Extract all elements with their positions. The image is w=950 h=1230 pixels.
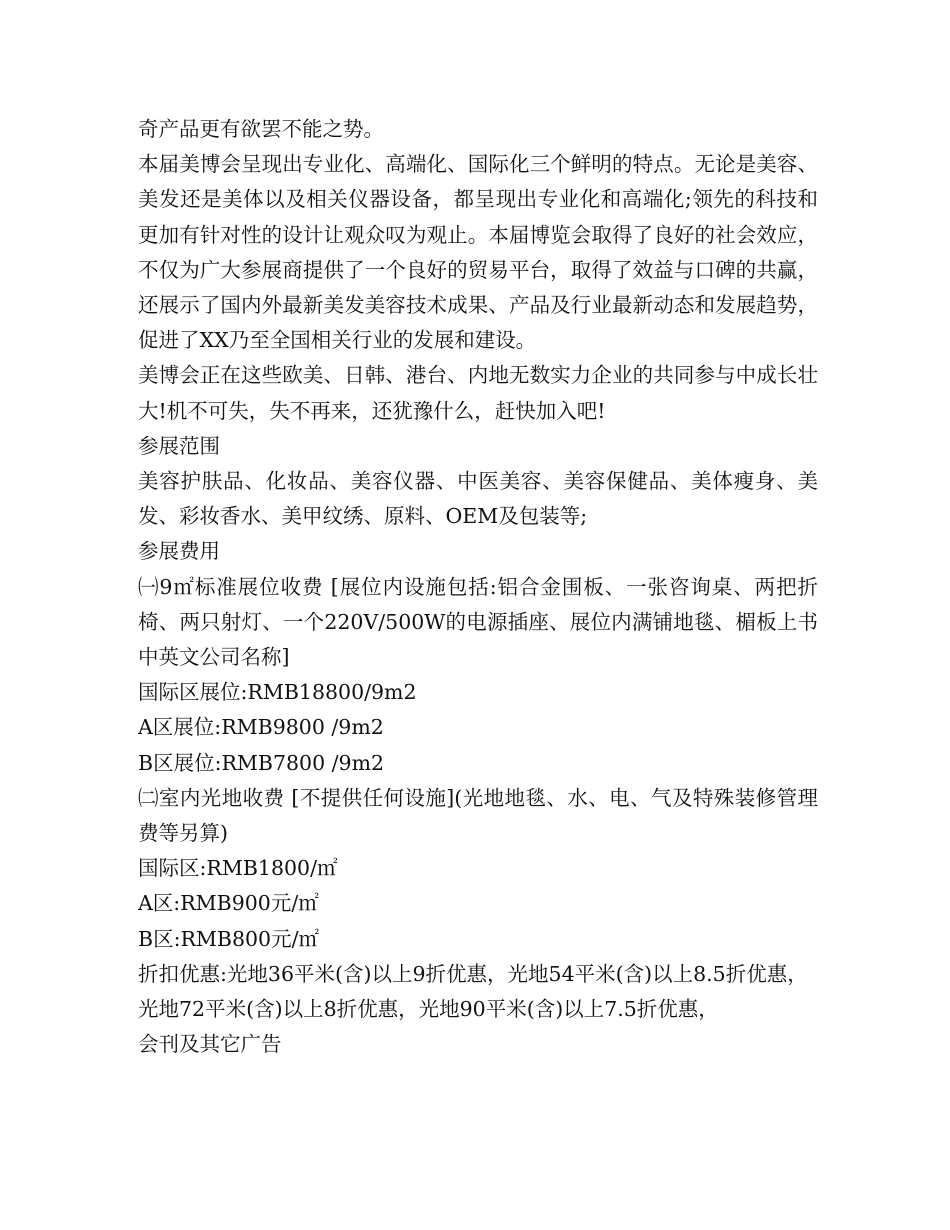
price-b-zone-space: B区:RMB800元/㎡ bbox=[138, 926, 319, 951]
document-body bbox=[138, 112, 818, 1062]
paragraph-standard-booth: ㈠9㎡标准展位收费 [展位内设施包括:铝合金围板、一张咨询桌、两把折椅、两只射灯、一个220V/500W的电源插座、展位内满铺地毯、楣板上书中英文公司名称] bbox=[138, 574, 818, 670]
price-a-zone-space: A区:RMB900元/㎡ bbox=[138, 891, 319, 916]
price-international-space: 国际区:RMB1800/㎡ bbox=[138, 856, 338, 881]
paragraph-exhibit-scope: 美容护肤品、化妆品、美容仪器、中医美容、美容保健品、美体瘦身、美发、彩妆香水、美甲纹绣、原料、OEM及包装等; bbox=[138, 469, 818, 529]
heading-exhibit-fees: 参展费用 bbox=[138, 539, 220, 564]
heading-catalog-ads: 会刊及其它广告 bbox=[138, 1032, 282, 1057]
paragraph-discount-2: 光地72平米(含)以上8折优惠，光地90平米(含)以上7.5折优惠， bbox=[138, 997, 719, 1022]
price-international-booth: 国际区展位:RMB18800/9m2 bbox=[138, 680, 417, 705]
price-a-zone-booth: A区展位:RMB9800 /9m2 bbox=[138, 715, 384, 740]
paragraph-invitation: 美博会正在这些欧美、日韩、港台、内地无数实力企业的共同参与中成长壮大!机不可失，失不再来，还犹豫什么，赶快加入吧! bbox=[138, 363, 818, 423]
paragraph-raw-space: ㈡室内光地收费 [不提供任何设施](光地地毯、水、电、气及特殊装修管理费等另算) bbox=[138, 785, 818, 846]
paragraph-intro-tail: 奇产品更有欲罢不能之势。 bbox=[138, 117, 384, 141]
paragraph-features: 本届美博会呈现出专业化、高端化、国际化三个鲜明的特点。无论是美容、美发还是美体以及相关仪器设备，都呈现出专业化和高端化;领先的科技和更加有针对性的设计让观众叹为观止。本届博览会取得了良好的社会效应，不仅为广大参展商提供了一个良好的贸易平台，取得了效益与口碑的共赢，还展示了国内外最新美发美容技术成果、产品及行业最新动态和发展趋势，促进了XX乃至全国相关行业的发展和建设。 bbox=[138, 152, 818, 353]
paragraph-discount-1: 折扣优惠:光地36平米(含)以上9折优惠，光地54平米(含)以上8.5折优惠， bbox=[138, 961, 808, 986]
price-b-zone-booth: B区展位:RMB7800 /9m2 bbox=[138, 750, 385, 775]
heading-exhibit-scope: 参展范围 bbox=[138, 433, 220, 458]
